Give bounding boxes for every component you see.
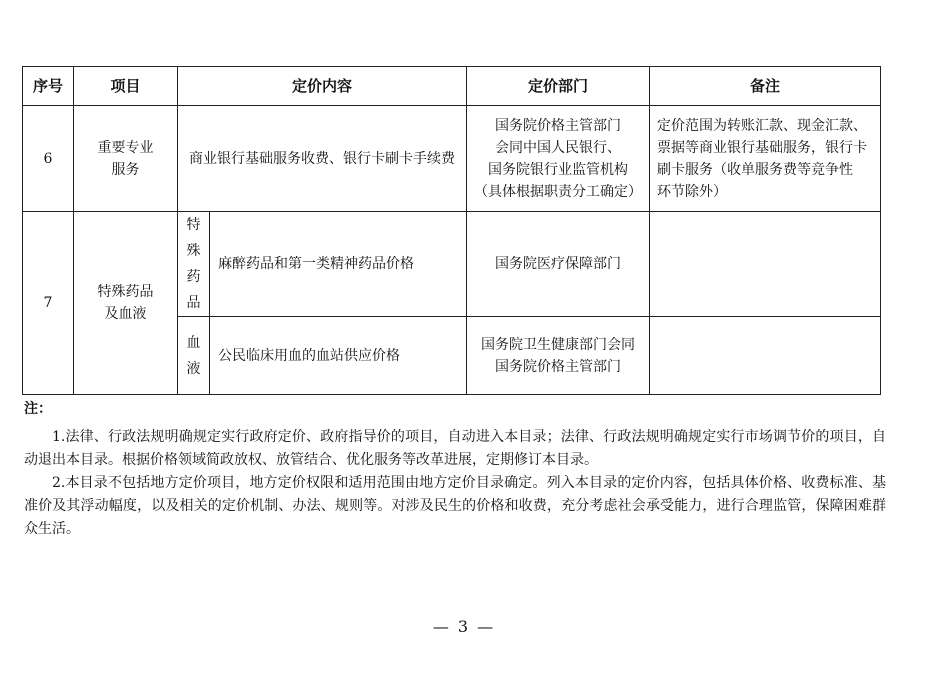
row7-item bbox=[74, 212, 178, 395]
row6-seq: 6 bbox=[23, 106, 74, 212]
header-content: 定价内容 bbox=[178, 67, 467, 106]
header-row bbox=[23, 67, 881, 106]
notes-section bbox=[24, 398, 886, 541]
row7-sub1-category bbox=[178, 212, 210, 317]
row6-dept-line: （具体根据职责分工确定） bbox=[474, 183, 643, 200]
header-item: 项目 bbox=[74, 67, 178, 106]
row6-dept bbox=[467, 106, 650, 212]
row7-item-line: 特殊药品 bbox=[97, 284, 154, 300]
row7-sub2-dept-line: 国务院卫生健康部门会同 bbox=[481, 336, 636, 353]
pricing-catalog-table bbox=[22, 66, 881, 395]
row6-item bbox=[74, 106, 178, 212]
row6-dept-line: 会同中国人民银行、 bbox=[495, 139, 622, 156]
row6-dept-line: 国务院银行业监管机构 bbox=[488, 161, 629, 178]
header-dept: 定价部门 bbox=[467, 67, 650, 106]
note-item-1: 1.法律、行政法规明确规定实行政府定价、政府指导价的项目，自动进入本目录；法律、行政法规明确规定实行市场调节价的项目，自动退出本目录。根据价格领域简政放权、放管结合、优化服务等改革进展，定期修订本目录。 bbox=[24, 429, 886, 468]
row6-content: 商业银行基础服务收费、银行卡刷卡手续费 bbox=[178, 106, 467, 212]
category-char: 殊 bbox=[186, 243, 201, 259]
row6-note-line: 票据等商业银行基础服务，银行卡 bbox=[657, 139, 868, 156]
header-seq: 序号 bbox=[23, 67, 74, 106]
row7-sub2-note bbox=[650, 317, 881, 395]
row6-dept-line: 国务院价格主管部门 bbox=[495, 117, 622, 134]
row7-sub1-dept: 国务院医疗保障部门 bbox=[467, 212, 650, 317]
row7-sub1-note bbox=[650, 212, 881, 317]
category-char: 特 bbox=[186, 217, 201, 233]
notes-title: 注： bbox=[24, 401, 52, 417]
row7-seq: 7 bbox=[23, 212, 74, 395]
header-note: 备注 bbox=[650, 67, 881, 106]
table-row-6 bbox=[23, 106, 881, 212]
row7-sub2-dept bbox=[467, 317, 650, 395]
category-char: 液 bbox=[186, 360, 201, 377]
row7-sub2-content: 公民临床用血的血站供应价格 bbox=[210, 317, 467, 395]
category-char: 品 bbox=[186, 295, 201, 311]
row6-note-line: 刷卡服务（收单服务费等竞争性 bbox=[657, 161, 854, 178]
page-number: — 3 — bbox=[432, 617, 496, 636]
row6-item-line: 重要专业 bbox=[97, 139, 154, 156]
row6-item-line: 服务 bbox=[111, 161, 140, 178]
row6-note bbox=[650, 106, 881, 212]
row7-sub1-content: 麻醉药品和第一类精神药品价格 bbox=[210, 212, 467, 317]
row7-sub2-dept-line: 国务院价格主管部门 bbox=[495, 358, 622, 375]
row7-sub2-category bbox=[178, 317, 210, 395]
row6-note-line: 环节除外） bbox=[657, 183, 728, 200]
row7-item-line: 及血液 bbox=[104, 306, 147, 322]
category-char: 血 bbox=[186, 334, 201, 351]
note-item-2: 2.本目录不包括地方定价项目，地方定价权限和适用范围由地方定价目录确定。列入本目录的定价内容，包括具体价格、收费标准、基准价及其浮动幅度，以及相关的定价机制、办法、规则等。对涉及民生的价格和收费，充分考虑社会承受能力，进行合理监管，保障困难群众生活。 bbox=[24, 475, 886, 537]
category-char: 药 bbox=[186, 269, 201, 285]
row6-note-line: 定价范围为转账汇款、现金汇款、 bbox=[657, 117, 868, 134]
table-row-7a bbox=[23, 212, 881, 317]
